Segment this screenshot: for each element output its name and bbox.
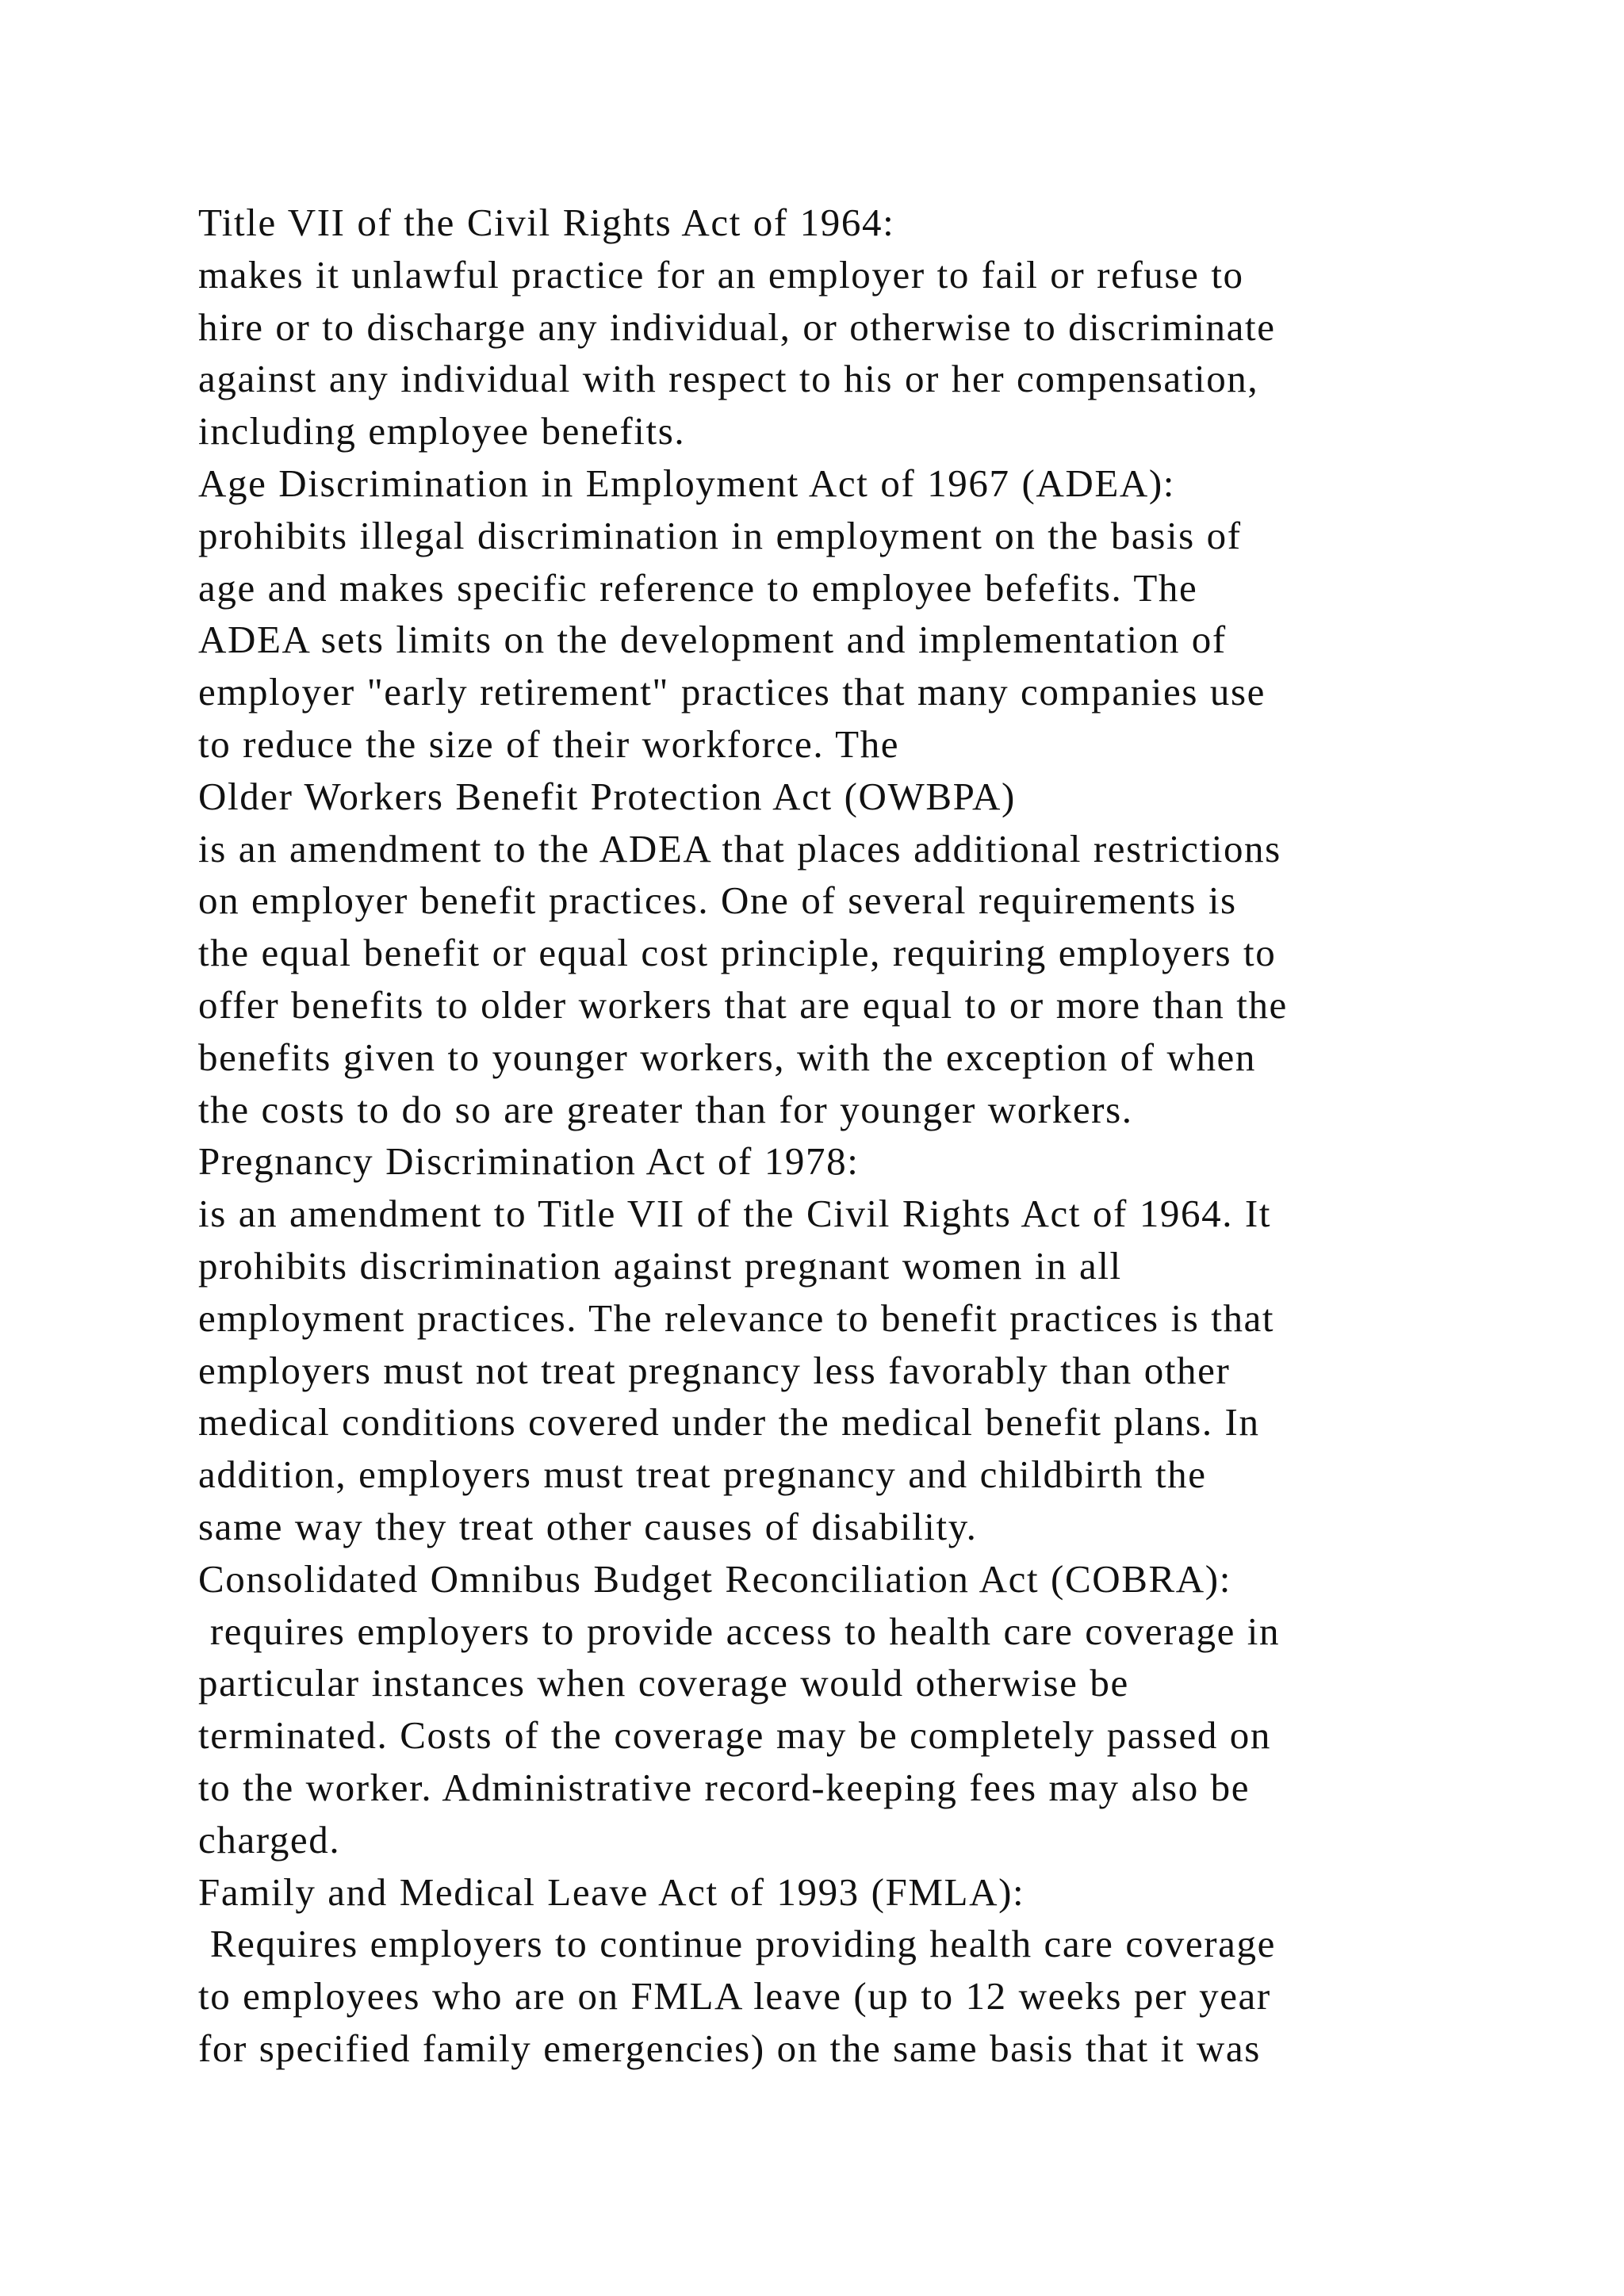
text-line: ADEA sets limits on the development and implementation of xyxy=(198,618,1227,662)
text-line: employers must not treat pregnancy less favorably than other xyxy=(198,1348,1231,1392)
text-line: for specified family emergencies) on the same basis that it was xyxy=(198,2026,1261,2070)
text-line: to the worker. Administrative record-keeping fees may also be xyxy=(198,1765,1251,1809)
text-line: employment practices. The relevance to benefit practices is that xyxy=(198,1295,1275,1340)
line-fmla-heading: Family and Medical Leave Act of 1993 (FMLA): xyxy=(198,1869,1025,1914)
text-line: on employer benefit practices. One of several requirements is xyxy=(198,878,1237,923)
line-pregnancy-heading: Pregnancy Discrimination Act of 1978: xyxy=(198,1139,860,1184)
text-line: makes it unlawful practice for an employer to fail or refuse to xyxy=(198,252,1244,297)
line-owbpa-heading: Older Workers Benefit Protection Act (OWBPA) xyxy=(198,774,1016,818)
line-title-vii-heading: Title VII of the Civil Rights Act of 1964: xyxy=(198,201,895,244)
text-line: charged. xyxy=(198,1817,341,1862)
document-text xyxy=(198,197,1546,2075)
text-line: medical conditions covered under the medical benefit plans. In xyxy=(198,1400,1260,1445)
line-cobra-heading: Consolidated Omnibus Budget Reconciliation Act (COBRA): xyxy=(198,1556,1231,1601)
text-line: same way they treat other causes of disability. xyxy=(198,1504,978,1548)
text-line: the costs to do so are greater than for younger workers. xyxy=(198,1087,1133,1131)
text-line: Requires employers to continue providing health care coverage xyxy=(198,1922,1276,1966)
text-line: employer "early retirement" practices that many companies use xyxy=(198,670,1266,714)
text-line: benefits given to younger workers, with the exception of when xyxy=(198,1035,1256,1079)
text-line: to reduce the size of their workforce. The xyxy=(198,721,900,766)
text-line: offer benefits to older workers that are equal to or more than the xyxy=(198,982,1288,1027)
text-line: addition, employers must treat pregnancy and childbirth the xyxy=(198,1452,1207,1497)
text-line: prohibits illegal discrimination in employment on the basis of xyxy=(198,513,1242,557)
text-line: is an amendment to the ADEA that places additional restrictions xyxy=(198,826,1281,871)
line-adea-heading: Age Discrimination in Employment Act of 1967 (ADEA): xyxy=(198,461,1175,505)
text-line: the equal benefit or equal cost principle, requiring employers to xyxy=(198,931,1277,975)
text-line: requires employers to provide access to health care coverage in xyxy=(198,1609,1281,1653)
text-line: terminated. Costs of the coverage may be completely passed on xyxy=(198,1713,1271,1758)
text-line: is an amendment to Title VII of the Civil Rights Act of 1964. It xyxy=(198,1192,1272,1236)
text-line: against any individual with respect to his or her compensation, xyxy=(198,357,1259,401)
text-line: including employee benefits. xyxy=(198,409,686,453)
text-line: particular instances when coverage would otherwise be xyxy=(198,1661,1129,1705)
text-line: to employees who are on FMLA leave (up to 12 weeks per year xyxy=(198,1974,1271,2019)
text-line: hire or to discharge any individual, or otherwise to discriminate xyxy=(198,304,1276,349)
text-line: prohibits discrimination against pregnant women in all xyxy=(198,1243,1122,1288)
text-line: age and makes specific reference to employee befefits. The xyxy=(198,565,1198,610)
